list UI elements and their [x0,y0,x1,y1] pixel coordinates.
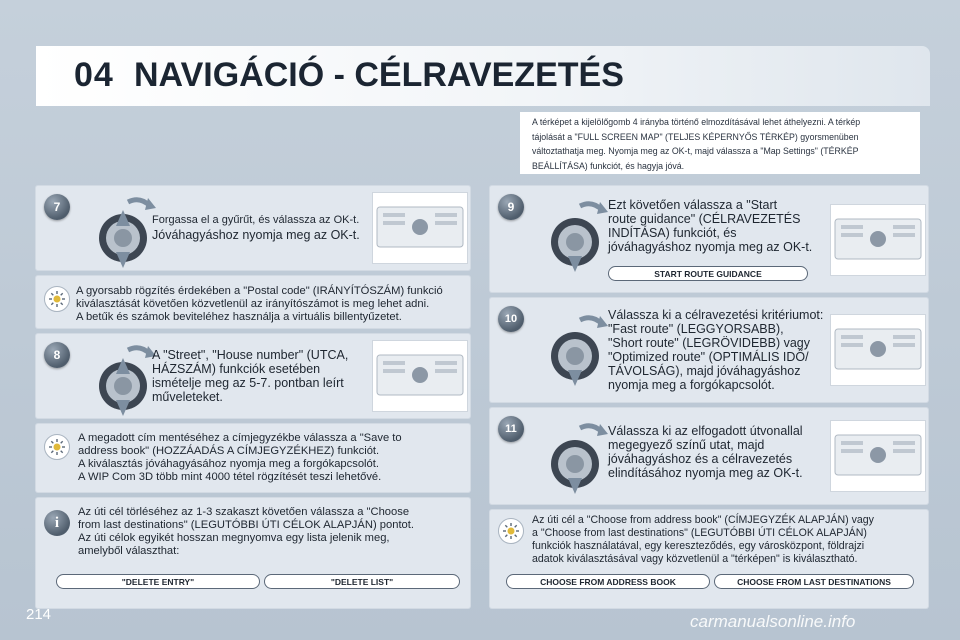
tip-line: adatok kiválasztásával vagy közvetlenül a "térképen" is kiválasztható. [532,553,858,565]
intro-note [520,112,920,174]
watermark: carmanualsonline.info [690,612,856,631]
rotary-knob-icon [540,416,610,496]
head-unit-icon [831,315,925,385]
step-line: jóváhagyáshoz nyomja meg az OK-t. [608,240,813,254]
tip-line: address book" (HOZZÁADÁS A CÍMJEGYZÉKHEZ) funkciót. [78,445,380,457]
tip-line: A kiválasztás jóváhagyásához nyomja meg a forgókapcsolót. [78,458,379,470]
step-8-text [152,348,372,404]
step-9-text [608,198,828,254]
info-delete-panel [36,498,470,608]
sun-icon [48,438,66,456]
step-line: Válassza ki az elfogadott útvonallal [608,424,803,438]
info-delete-text [78,506,468,558]
head-unit-icon [831,421,925,491]
step-7-line-2: Jóváhagyáshoz nyomja meg az OK-t. [152,228,360,242]
step-10-badge: 10 [498,306,524,332]
head-unit-image [372,192,468,264]
delete-entry-button[interactable]: "DELETE ENTRY" [56,574,260,589]
intro-line: BEÁLLÍTÁSA) funkciót, és hagyja jóvá. [532,160,685,171]
tip-icon [44,286,70,312]
step-11-badge: 11 [498,416,524,442]
step-line: route guidance" (CÉLRAVEZETÉS [608,212,801,226]
chapter-number: 04 [74,56,114,94]
page-title: NAVIGÁCIÓ - CÉLRAVEZETÉS [134,56,624,94]
tip-line: a "Choose from last destinations" (LEGUTÓBBI ÚTI CÉLOK ALAPJÁN) [532,527,867,539]
tip-choose-destination-panel [490,510,928,608]
intro-line: A térképet a kijelölőgomb 4 irányba történő elmozdításával lehet áthelyezni. A térkép [532,117,861,127]
head-unit-icon [373,341,467,411]
tip-icon [44,434,70,460]
tip-line: A betűk és számok beviteléhez használja a virtuális billentyűzetet. [76,311,402,323]
step-line: ismételje meg az 5-7. pontban leírt [152,376,344,390]
step-9-badge: 9 [498,194,524,220]
sun-icon [502,522,520,540]
step-line: elindításához nyomja meg az OK-t. [608,466,803,480]
head-unit-image [372,340,468,412]
sun-icon [48,290,66,308]
tip-line: funkciók használatával, egy kereszteződés, egy városközpont, földrajzi [532,540,865,552]
rotary-knob-icon [540,308,610,388]
intro-line: tájolását a "FULL SCREEN MAP" (TELJES KÉPERNYŐS TÉRKÉP) gyorsmenüben [532,131,859,142]
step-line: műveleteket. [152,390,223,404]
step-line: TÁVOLSÁG), majd jóváhagyáshoz [608,364,801,378]
tip-line: kiválasztását követően közvetlenül az irányítószámot is meg lehet adni. [76,298,430,310]
info-line: from last destinations" (LEGUTÓBBI ÚTI CÉLOK ALAPJÁN) pontot. [78,519,414,531]
step-line: "Short route" (LEGRÖVIDEBB) vagy [608,336,811,350]
intro-line: változtathatja meg. Nyomja meg az OK-t, majd válassza a "Map Settings" (TÉRKÉP [532,146,859,156]
head-unit-image [830,314,926,386]
step-7-line-1: Forgassa el a gyűrűt, és válassza az OK-t. [152,214,360,226]
start-route-guidance-button[interactable]: START ROUTE GUIDANCE [608,266,808,281]
page-number: 214 [26,606,52,623]
step-line: Válassza ki a célravezetési kritériumot: [608,308,824,322]
head-unit-icon [373,193,467,263]
step-line: megegyező színű utat, majd [608,438,765,452]
step-line: "Optimized route" (OPTIMÁLIS IDŐ/ [608,350,809,364]
tip-save-address-panel [36,424,470,492]
tip-postal-code-panel [36,276,470,328]
step-11-panel [490,408,928,504]
info-line: Az úti cél törléséhez az 1-3 szakaszt követően válassza a "Choose [78,506,410,518]
step-9-panel [490,186,928,292]
step-line: nyomja meg a forgókapcsolót. [608,378,775,392]
choose-from-last-destinations-button[interactable]: CHOOSE FROM LAST DESTINATIONS [714,574,914,589]
info-icon: i [44,510,70,536]
info-line: amelyből választhat: [78,545,180,557]
info-line: Az úti célok egyikét hosszan megnyomva egy lista jelenik meg, [78,532,390,544]
step-11-text [608,424,828,480]
head-unit-icon [831,205,925,275]
tip-save-address-text [78,432,468,484]
step-line: jóváhagyáshoz és a célravezetés [608,452,793,466]
head-unit-image [830,420,926,492]
choose-from-address-book-button[interactable]: CHOOSE FROM ADDRESS BOOK [506,574,710,589]
step-line: "Fast route" (LEGGYORSABB), [608,322,784,336]
tip-icon [498,518,524,544]
step-7-panel [36,186,470,270]
tip-line: Az úti cél a "Choose from address book" (CÍMJEGYZÉK ALAPJÁN) vagy [532,514,874,526]
step-line: HÁZSZÁM) funkciók esetében [152,362,321,376]
tip-line: A megadott cím mentéséhez a címjegyzékbe válassza a "Save to [78,432,402,444]
step-8-panel [36,334,470,418]
tip-postal-code-text [76,285,468,324]
tip-choose-destination-text [532,514,926,566]
step-10-text [608,308,828,392]
step-8-badge: 8 [44,342,70,368]
step-line: INDÍTÁSA) funkciót, és [608,226,737,240]
step-10-panel [490,298,928,402]
tip-line: A WIP Com 3D több mint 4000 tétel rögzítését teszi lehetővé. [78,471,382,483]
rotary-knob-icon [88,190,158,270]
step-line: A "Street", "House number" (UTCA, [152,348,349,362]
head-unit-image [830,204,926,276]
step-line: Ezt követően válassza a "Start [608,198,778,212]
step-7-badge: 7 [44,194,70,220]
rotary-knob-icon [540,194,610,274]
rotary-knob-icon [88,338,158,418]
delete-list-button[interactable]: "DELETE LIST" [264,574,460,589]
tip-line: A gyorsabb rögzítés érdekében a "Postal code" (IRÁNYÍTÓSZÁM) funkció [76,285,443,297]
